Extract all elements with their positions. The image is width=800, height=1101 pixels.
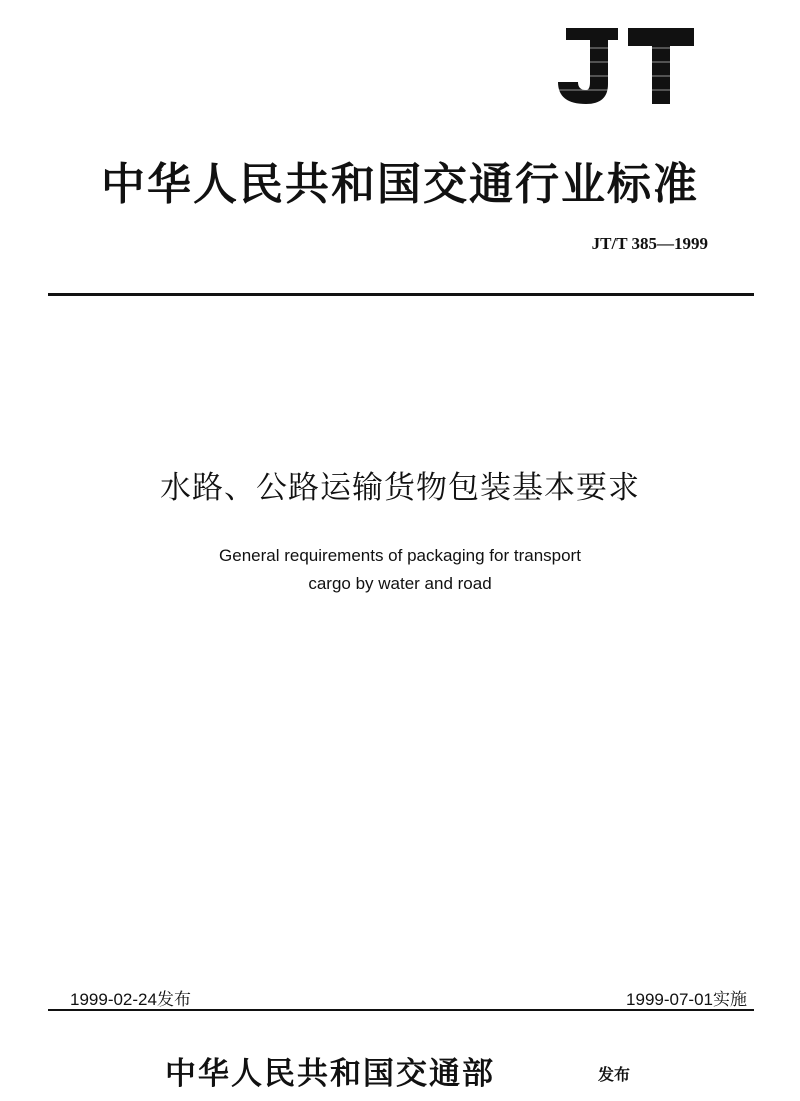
standard-number: JT/T 385—1999 (591, 234, 708, 253)
implementation-date: 1999-07-01实施 (626, 990, 747, 1009)
standard-category-title: 中华人民共和国交通行业标准 (101, 159, 699, 210)
top-divider (48, 293, 754, 296)
issue-date: 1999-02-24发布 (70, 990, 191, 1009)
document-title-english-line1: General requirements of packaging for transport (219, 546, 581, 565)
jt-logo (556, 28, 696, 106)
issuing-authority-suffix: 发布 (598, 1065, 631, 1084)
document-title-english-line2: cargo by water and road (308, 574, 492, 593)
document-title-english (0, 542, 800, 598)
issuing-authority: 中华人民共和国交通部 (165, 1056, 495, 1092)
bottom-divider (48, 1009, 754, 1011)
document-title-chinese: 水路、公路运输货物包装基本要求 (160, 470, 640, 506)
